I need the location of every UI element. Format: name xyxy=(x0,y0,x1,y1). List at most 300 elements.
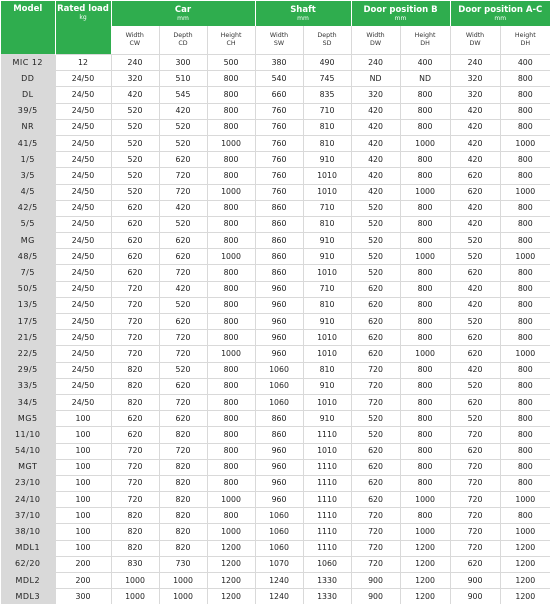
value-cell: 1000 xyxy=(400,492,450,508)
header-model xyxy=(1,1,55,55)
model-cell: 17/5 xyxy=(1,314,55,330)
value-cell: 24/50 xyxy=(55,346,111,362)
value-cell: 420 xyxy=(351,152,400,168)
value-cell: 960 xyxy=(255,492,303,508)
table-row xyxy=(1,184,550,200)
table-row xyxy=(1,427,550,443)
value-cell: 1110 xyxy=(303,524,351,540)
value-cell: 800 xyxy=(500,265,550,281)
value-cell: 710 xyxy=(303,200,351,216)
value-cell: 24/50 xyxy=(55,314,111,330)
value-cell: 620 xyxy=(450,330,500,346)
table-row xyxy=(1,411,550,427)
value-cell: 1010 xyxy=(303,184,351,200)
value-cell: 800 xyxy=(500,168,550,184)
value-cell: 800 xyxy=(207,378,255,394)
value-cell: 910 xyxy=(303,233,351,249)
value-cell: 820 xyxy=(111,378,159,394)
value-cell: 800 xyxy=(207,103,255,119)
value-cell: 420 xyxy=(450,103,500,119)
value-cell: 800 xyxy=(400,508,450,524)
table-row xyxy=(1,216,550,232)
value-cell: 800 xyxy=(500,71,550,87)
value-cell: 24/50 xyxy=(55,71,111,87)
value-cell: 620 xyxy=(351,297,400,313)
table-row xyxy=(1,346,550,362)
value-cell: 720 xyxy=(351,378,400,394)
value-cell: 1000 xyxy=(500,184,550,200)
value-cell: 810 xyxy=(303,135,351,151)
header-door-ac-unit: mm xyxy=(451,15,551,22)
value-cell: 100 xyxy=(55,508,111,524)
value-cell: 660 xyxy=(255,87,303,103)
value-cell: 200 xyxy=(55,573,111,589)
value-cell: 620 xyxy=(351,443,400,459)
value-cell: 745 xyxy=(303,71,351,87)
value-cell: 800 xyxy=(400,330,450,346)
model-cell: DL xyxy=(1,87,55,103)
subheader-cell xyxy=(255,26,303,55)
value-cell: 900 xyxy=(450,573,500,589)
table-row xyxy=(1,233,550,249)
subheader-code: DW xyxy=(451,40,500,48)
value-cell: 24/50 xyxy=(55,378,111,394)
value-cell: 1010 xyxy=(303,330,351,346)
value-cell: 810 xyxy=(303,297,351,313)
model-cell: 37/10 xyxy=(1,508,55,524)
value-cell: 520 xyxy=(351,233,400,249)
value-cell: 800 xyxy=(500,297,550,313)
value-cell: 960 xyxy=(255,281,303,297)
value-cell: 820 xyxy=(111,508,159,524)
model-cell: MIC 12 xyxy=(1,55,55,71)
header-rated-load-label: Rated load xyxy=(57,4,109,14)
value-cell: 1000 xyxy=(500,346,550,362)
value-cell: 300 xyxy=(55,589,111,604)
value-cell: 760 xyxy=(255,184,303,200)
value-cell: 1200 xyxy=(207,540,255,556)
model-cell: 41/5 xyxy=(1,135,55,151)
table-row xyxy=(1,297,550,313)
value-cell: 24/50 xyxy=(55,87,111,103)
value-cell: 720 xyxy=(351,508,400,524)
value-cell: 420 xyxy=(351,103,400,119)
value-cell: 520 xyxy=(351,200,400,216)
table-row xyxy=(1,394,550,410)
value-cell: 860 xyxy=(255,249,303,265)
subheader-cell xyxy=(111,26,159,55)
value-cell: 620 xyxy=(111,249,159,265)
subheader-cell xyxy=(450,26,500,55)
subheader-cell xyxy=(303,26,351,55)
value-cell: 1000 xyxy=(207,135,255,151)
value-cell: 1000 xyxy=(207,524,255,540)
value-cell: 100 xyxy=(55,427,111,443)
subheader-code: CH xyxy=(208,40,255,48)
value-cell: 910 xyxy=(303,314,351,330)
model-cell: 42/5 xyxy=(1,200,55,216)
value-cell: 420 xyxy=(450,297,500,313)
table-row xyxy=(1,152,550,168)
value-cell: 620 xyxy=(450,184,500,200)
value-cell: 420 xyxy=(159,281,207,297)
value-cell: 800 xyxy=(500,314,550,330)
value-cell: 800 xyxy=(400,378,450,394)
value-cell: 800 xyxy=(207,314,255,330)
value-cell: 720 xyxy=(111,459,159,475)
value-cell: 720 xyxy=(159,330,207,346)
model-cell: 5/5 xyxy=(1,216,55,232)
model-cell: 21/5 xyxy=(1,330,55,346)
value-cell: 960 xyxy=(255,443,303,459)
value-cell: 820 xyxy=(111,394,159,410)
header-car xyxy=(111,1,255,26)
value-cell: 800 xyxy=(500,233,550,249)
value-cell: 760 xyxy=(255,119,303,135)
value-cell: 520 xyxy=(159,135,207,151)
value-cell: 490 xyxy=(303,55,351,71)
value-cell: 800 xyxy=(400,152,450,168)
value-cell: 720 xyxy=(111,281,159,297)
value-cell: 1200 xyxy=(500,556,550,572)
value-cell: 420 xyxy=(450,216,500,232)
value-cell: 24/50 xyxy=(55,103,111,119)
value-cell: 620 xyxy=(111,216,159,232)
model-cell: 33/5 xyxy=(1,378,55,394)
value-cell: 24/50 xyxy=(55,135,111,151)
subheader-label: Width xyxy=(111,32,159,40)
value-cell: 24/50 xyxy=(55,168,111,184)
value-cell: 1000 xyxy=(207,184,255,200)
value-cell: 860 xyxy=(255,233,303,249)
table-row xyxy=(1,71,550,87)
value-cell: 720 xyxy=(111,492,159,508)
value-cell: 240 xyxy=(351,55,400,71)
value-cell: 500 xyxy=(207,55,255,71)
value-cell: 800 xyxy=(500,443,550,459)
value-cell: 520 xyxy=(351,427,400,443)
value-cell: 520 xyxy=(351,411,400,427)
value-cell: 540 xyxy=(255,71,303,87)
value-cell: 620 xyxy=(450,168,500,184)
value-cell: 800 xyxy=(400,233,450,249)
value-cell: 520 xyxy=(111,184,159,200)
value-cell: 1000 xyxy=(500,249,550,265)
value-cell: ND xyxy=(400,71,450,87)
value-cell: 860 xyxy=(255,200,303,216)
value-cell: 1000 xyxy=(400,249,450,265)
value-cell: 860 xyxy=(255,427,303,443)
value-cell: 520 xyxy=(111,168,159,184)
value-cell: 100 xyxy=(55,443,111,459)
value-cell: 910 xyxy=(303,152,351,168)
value-cell: 420 xyxy=(159,200,207,216)
model-cell: 50/5 xyxy=(1,281,55,297)
value-cell: 960 xyxy=(255,346,303,362)
value-cell: 24/50 xyxy=(55,184,111,200)
value-cell: 720 xyxy=(351,556,400,572)
value-cell: 800 xyxy=(400,297,450,313)
subheader-cell xyxy=(351,26,400,55)
value-cell: 12 xyxy=(55,55,111,71)
value-cell: 100 xyxy=(55,540,111,556)
header-shaft-unit: mm xyxy=(256,15,351,22)
value-cell: 620 xyxy=(111,200,159,216)
value-cell: 520 xyxy=(450,249,500,265)
table-row xyxy=(1,249,550,265)
value-cell: 720 xyxy=(351,540,400,556)
subheader-code: CW xyxy=(111,40,159,48)
table-row xyxy=(1,589,550,604)
value-cell: 420 xyxy=(159,103,207,119)
value-cell: 420 xyxy=(351,184,400,200)
model-cell: 62/20 xyxy=(1,556,55,572)
value-cell: 800 xyxy=(207,297,255,313)
value-cell: 24/50 xyxy=(55,265,111,281)
value-cell: 1010 xyxy=(303,394,351,410)
table-row xyxy=(1,540,550,556)
model-cell: 29/5 xyxy=(1,362,55,378)
value-cell: 1110 xyxy=(303,540,351,556)
model-cell: 22/5 xyxy=(1,346,55,362)
value-cell: 24/50 xyxy=(55,362,111,378)
value-cell: 520 xyxy=(450,378,500,394)
value-cell: 820 xyxy=(111,524,159,540)
subheader-code: SD xyxy=(304,40,351,48)
value-cell: 800 xyxy=(400,87,450,103)
subheader-code: DH xyxy=(401,40,450,48)
value-cell: 400 xyxy=(500,55,550,71)
value-cell: 24/50 xyxy=(55,216,111,232)
header-shaft xyxy=(255,1,351,26)
value-cell: 800 xyxy=(400,168,450,184)
value-cell: 810 xyxy=(303,216,351,232)
table-row xyxy=(1,135,550,151)
value-cell: 800 xyxy=(207,475,255,491)
value-cell: 760 xyxy=(255,152,303,168)
value-cell: 420 xyxy=(450,119,500,135)
value-cell: 620 xyxy=(159,233,207,249)
value-cell: 800 xyxy=(207,394,255,410)
value-cell: 800 xyxy=(500,362,550,378)
subheader-code: DW xyxy=(352,40,400,48)
subheader-label: Width xyxy=(352,32,400,40)
value-cell: 800 xyxy=(207,411,255,427)
value-cell: 800 xyxy=(207,233,255,249)
value-cell: 100 xyxy=(55,492,111,508)
value-cell: 1010 xyxy=(303,265,351,281)
value-cell: 960 xyxy=(255,314,303,330)
value-cell: 720 xyxy=(111,314,159,330)
table-row xyxy=(1,362,550,378)
value-cell: 1110 xyxy=(303,427,351,443)
value-cell: 1110 xyxy=(303,475,351,491)
value-cell: 800 xyxy=(400,103,450,119)
value-cell: 200 xyxy=(55,556,111,572)
header-model-label: Model xyxy=(13,4,42,14)
value-cell: 1330 xyxy=(303,573,351,589)
value-cell: 1070 xyxy=(255,556,303,572)
value-cell: 760 xyxy=(255,135,303,151)
value-cell: 720 xyxy=(111,475,159,491)
value-cell: 420 xyxy=(450,200,500,216)
value-cell: 800 xyxy=(400,281,450,297)
value-cell: 820 xyxy=(159,427,207,443)
model-cell: 11/10 xyxy=(1,427,55,443)
value-cell: 800 xyxy=(207,443,255,459)
table-row xyxy=(1,475,550,491)
model-cell: MDL1 xyxy=(1,540,55,556)
value-cell: 620 xyxy=(159,314,207,330)
value-cell: 800 xyxy=(500,87,550,103)
subheader-cell xyxy=(500,26,550,55)
value-cell: 860 xyxy=(255,216,303,232)
value-cell: 1000 xyxy=(207,346,255,362)
model-cell: 24/10 xyxy=(1,492,55,508)
value-cell: 1000 xyxy=(207,492,255,508)
value-cell: 380 xyxy=(255,55,303,71)
value-cell: 1110 xyxy=(303,508,351,524)
value-cell: 720 xyxy=(450,524,500,540)
value-cell: 620 xyxy=(159,249,207,265)
table-row xyxy=(1,55,550,71)
value-cell: 1200 xyxy=(207,573,255,589)
value-cell: 1000 xyxy=(400,184,450,200)
header-rated-load xyxy=(55,1,111,55)
subheader-label: Depth xyxy=(304,32,351,40)
value-cell: 760 xyxy=(255,103,303,119)
header-door-b-unit: mm xyxy=(352,15,450,22)
value-cell: 520 xyxy=(111,119,159,135)
value-cell: 720 xyxy=(111,297,159,313)
value-cell: 420 xyxy=(351,135,400,151)
table-row xyxy=(1,200,550,216)
value-cell: 800 xyxy=(500,330,550,346)
value-cell: 510 xyxy=(159,71,207,87)
value-cell: 820 xyxy=(159,492,207,508)
value-cell: 100 xyxy=(55,459,111,475)
value-cell: 320 xyxy=(111,71,159,87)
value-cell: 24/50 xyxy=(55,152,111,168)
value-cell: 720 xyxy=(159,168,207,184)
table-row xyxy=(1,87,550,103)
value-cell: 1200 xyxy=(207,589,255,604)
value-cell: 800 xyxy=(400,411,450,427)
value-cell: 900 xyxy=(351,573,400,589)
value-cell: 960 xyxy=(255,459,303,475)
table-row xyxy=(1,103,550,119)
value-cell: 720 xyxy=(450,540,500,556)
value-cell: 1000 xyxy=(159,573,207,589)
value-cell: 1200 xyxy=(400,589,450,604)
subheader-cell xyxy=(207,26,255,55)
value-cell: 800 xyxy=(400,362,450,378)
table-row xyxy=(1,508,550,524)
header-door-ac xyxy=(450,1,550,26)
model-cell: 23/10 xyxy=(1,475,55,491)
value-cell: 800 xyxy=(500,475,550,491)
model-cell: 3/5 xyxy=(1,168,55,184)
value-cell: 820 xyxy=(159,540,207,556)
subheader-cell xyxy=(159,26,207,55)
value-cell: 1200 xyxy=(500,540,550,556)
value-cell: 710 xyxy=(303,281,351,297)
value-cell: 720 xyxy=(159,346,207,362)
model-cell: MG5 xyxy=(1,411,55,427)
value-cell: 800 xyxy=(500,427,550,443)
value-cell: 720 xyxy=(159,394,207,410)
value-cell: 800 xyxy=(400,443,450,459)
value-cell: 720 xyxy=(111,443,159,459)
subheader-label: Height xyxy=(401,32,450,40)
value-cell: 1060 xyxy=(255,540,303,556)
value-cell: 520 xyxy=(159,119,207,135)
value-cell: 800 xyxy=(207,168,255,184)
value-cell: 520 xyxy=(351,249,400,265)
value-cell: 720 xyxy=(111,346,159,362)
value-cell: 835 xyxy=(303,87,351,103)
value-cell: 1200 xyxy=(207,556,255,572)
model-cell: 38/10 xyxy=(1,524,55,540)
value-cell: 620 xyxy=(111,427,159,443)
value-cell: 800 xyxy=(207,265,255,281)
value-cell: 720 xyxy=(351,524,400,540)
value-cell: 420 xyxy=(450,362,500,378)
value-cell: 1000 xyxy=(400,135,450,151)
value-cell: 720 xyxy=(351,394,400,410)
value-cell: 1110 xyxy=(303,459,351,475)
table-row xyxy=(1,524,550,540)
table-row xyxy=(1,330,550,346)
value-cell: 760 xyxy=(255,168,303,184)
model-cell: MDL3 xyxy=(1,589,55,604)
table-row xyxy=(1,443,550,459)
header-row xyxy=(1,1,550,26)
value-cell: 960 xyxy=(255,475,303,491)
value-cell: 800 xyxy=(207,71,255,87)
value-cell: 820 xyxy=(159,524,207,540)
value-cell: 800 xyxy=(207,508,255,524)
value-cell: 620 xyxy=(351,492,400,508)
value-cell: 620 xyxy=(351,281,400,297)
table-body xyxy=(1,55,550,604)
value-cell: 900 xyxy=(450,589,500,604)
value-cell: 520 xyxy=(159,216,207,232)
table-row xyxy=(1,492,550,508)
value-cell: 820 xyxy=(159,475,207,491)
value-cell: 800 xyxy=(207,362,255,378)
value-cell: 620 xyxy=(159,152,207,168)
value-cell: 24/50 xyxy=(55,330,111,346)
value-cell: 1060 xyxy=(255,378,303,394)
value-cell: 960 xyxy=(255,330,303,346)
table-row xyxy=(1,556,550,572)
value-cell: 620 xyxy=(450,346,500,362)
value-cell: 24/50 xyxy=(55,233,111,249)
value-cell: 520 xyxy=(450,411,500,427)
value-cell: 24/50 xyxy=(55,394,111,410)
value-cell: 800 xyxy=(207,216,255,232)
value-cell: 1000 xyxy=(159,589,207,604)
value-cell: 820 xyxy=(159,508,207,524)
model-cell: NR xyxy=(1,119,55,135)
value-cell: 710 xyxy=(303,103,351,119)
value-cell: 520 xyxy=(159,362,207,378)
value-cell: 820 xyxy=(111,362,159,378)
value-cell: 720 xyxy=(159,265,207,281)
model-cell: MG xyxy=(1,233,55,249)
value-cell: 1000 xyxy=(500,524,550,540)
